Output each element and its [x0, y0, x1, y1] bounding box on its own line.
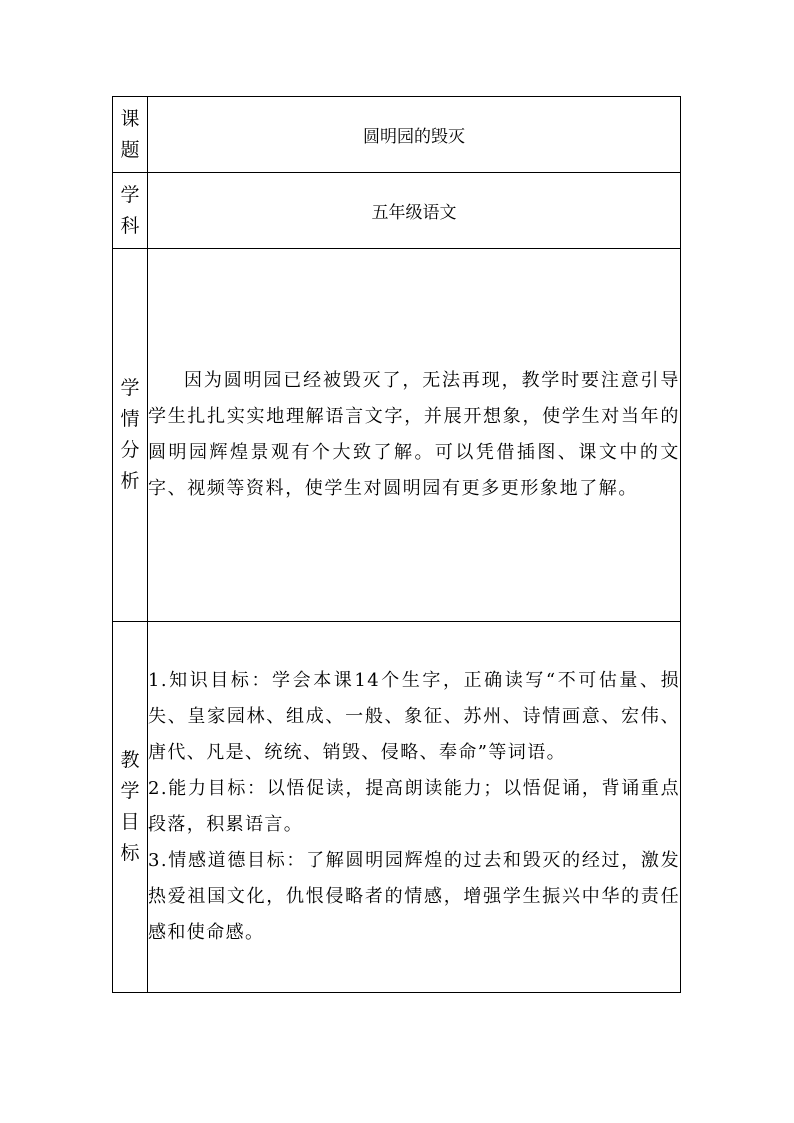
table-row-subject [113, 173, 681, 249]
table-row-goals [113, 622, 681, 993]
label-char: 题 [120, 138, 140, 161]
label-char: 学 [120, 377, 140, 399]
label-char: 科 [120, 214, 140, 237]
row-label-title [113, 97, 148, 173]
row-label-goals [113, 622, 148, 993]
goal-emotion: 3.情感道德目标：了解圆明园辉煌的过去和毁灭的经过，激发热爱祖国文化，仇恨侵略者的情感，增强学生振兴中华的责任感和使命感。 [148, 850, 680, 943]
analysis-text: 因为圆明园已经被毁灭了，无法再现，教学时要注意引导学生扎扎实实地理解语言文字，并展开想象，使学生对当年的圆明园辉煌景观有个大致了解。可以凭借插图、课文中的文字、视频等资料，使学生对圆明园有更多更形象地了解。 [148, 370, 680, 499]
label-char: 教 [120, 749, 140, 771]
table-row-title [113, 97, 681, 173]
label-char: 学 [120, 183, 140, 206]
row-label-subject [113, 173, 148, 249]
goal-knowledge: 1.知识目标：学会本课14个生字，正确读写“不可估量、损失、皇家园林、组成、一般、象征、苏州、诗情画意、宏伟、唐代、凡是、统统、销毁、侵略、奉命”等词语。 [148, 670, 680, 763]
analysis-cell [148, 249, 681, 622]
label-char: 分 [120, 439, 140, 461]
goal-ability: 2.能力目标：以悟促读，提高朗读能力；以悟促诵，背诵重点段落，积累语言。 [148, 778, 680, 835]
lesson-plan-table [112, 96, 681, 993]
table-row-analysis [113, 249, 681, 622]
row-label-analysis [113, 249, 148, 622]
label-char: 标 [120, 842, 140, 864]
label-char: 析 [120, 470, 140, 492]
label-char: 情 [120, 408, 140, 430]
label-char: 学 [120, 780, 140, 802]
label-char: 课 [120, 107, 140, 130]
subject-value: 五年级语文 [148, 173, 681, 249]
goals-cell [148, 622, 681, 993]
lesson-title: 圆明园的毁灭 [148, 97, 681, 173]
label-char: 目 [120, 811, 140, 833]
